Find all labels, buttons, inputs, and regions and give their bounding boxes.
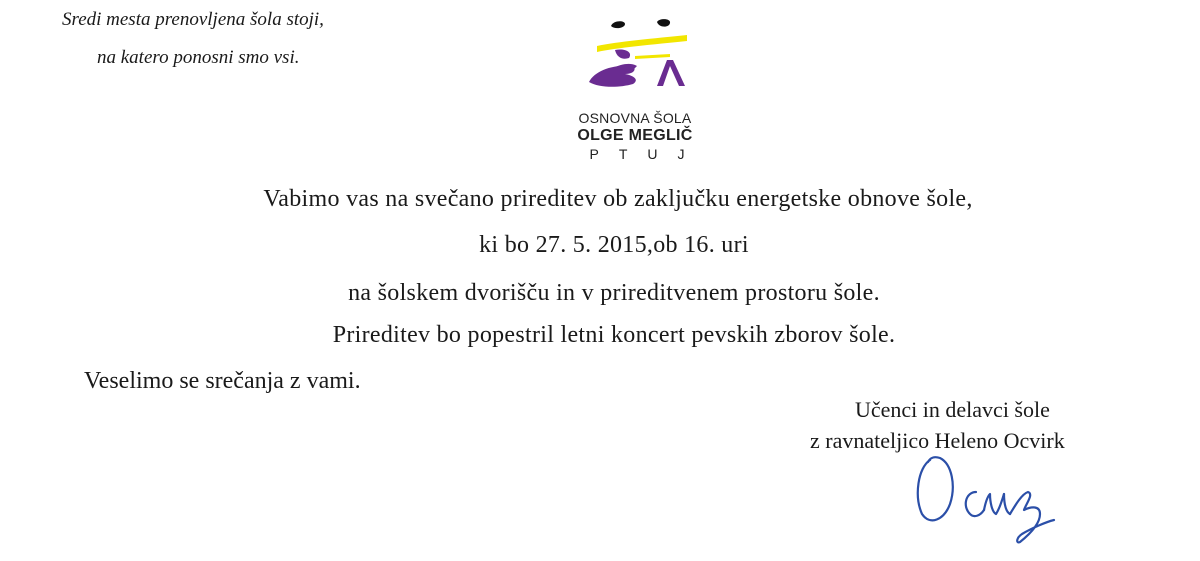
closing-greeting: Veselimo se srečanja z vami. xyxy=(84,368,361,394)
motto-line-1: Sredi mesta prenovljena šola stoji, xyxy=(62,9,324,30)
logo-line-1: OSNOVNA ŠOLA xyxy=(578,110,692,126)
invitation-line-2: ki bo 27. 5. 2015,ob 16. uri xyxy=(479,232,749,258)
logo-line-2: OLGE MEGLIČ xyxy=(577,127,693,144)
invitation-line-1: Vabimo vas na svečano prireditev ob zaključku energetske obnove šole, xyxy=(263,186,973,212)
school-logo-icon xyxy=(575,10,695,105)
invitation-line-3: na šolskem dvorišču in v prireditvenem prostoru šole. xyxy=(348,280,880,306)
handwritten-signature xyxy=(900,448,1070,548)
motto-line-2: na katero ponosni smo vsi. xyxy=(97,47,300,68)
school-logo xyxy=(565,10,705,165)
signature-line-2: z ravnateljico Heleno Ocvirk xyxy=(810,428,1065,453)
signature-line-1: Učenci in delavci šole xyxy=(855,397,1050,422)
invitation-line-4: Prireditev bo popestril letni koncert pevskih zborov šole. xyxy=(332,322,896,348)
logo-line-3: PTUJ xyxy=(589,146,705,162)
